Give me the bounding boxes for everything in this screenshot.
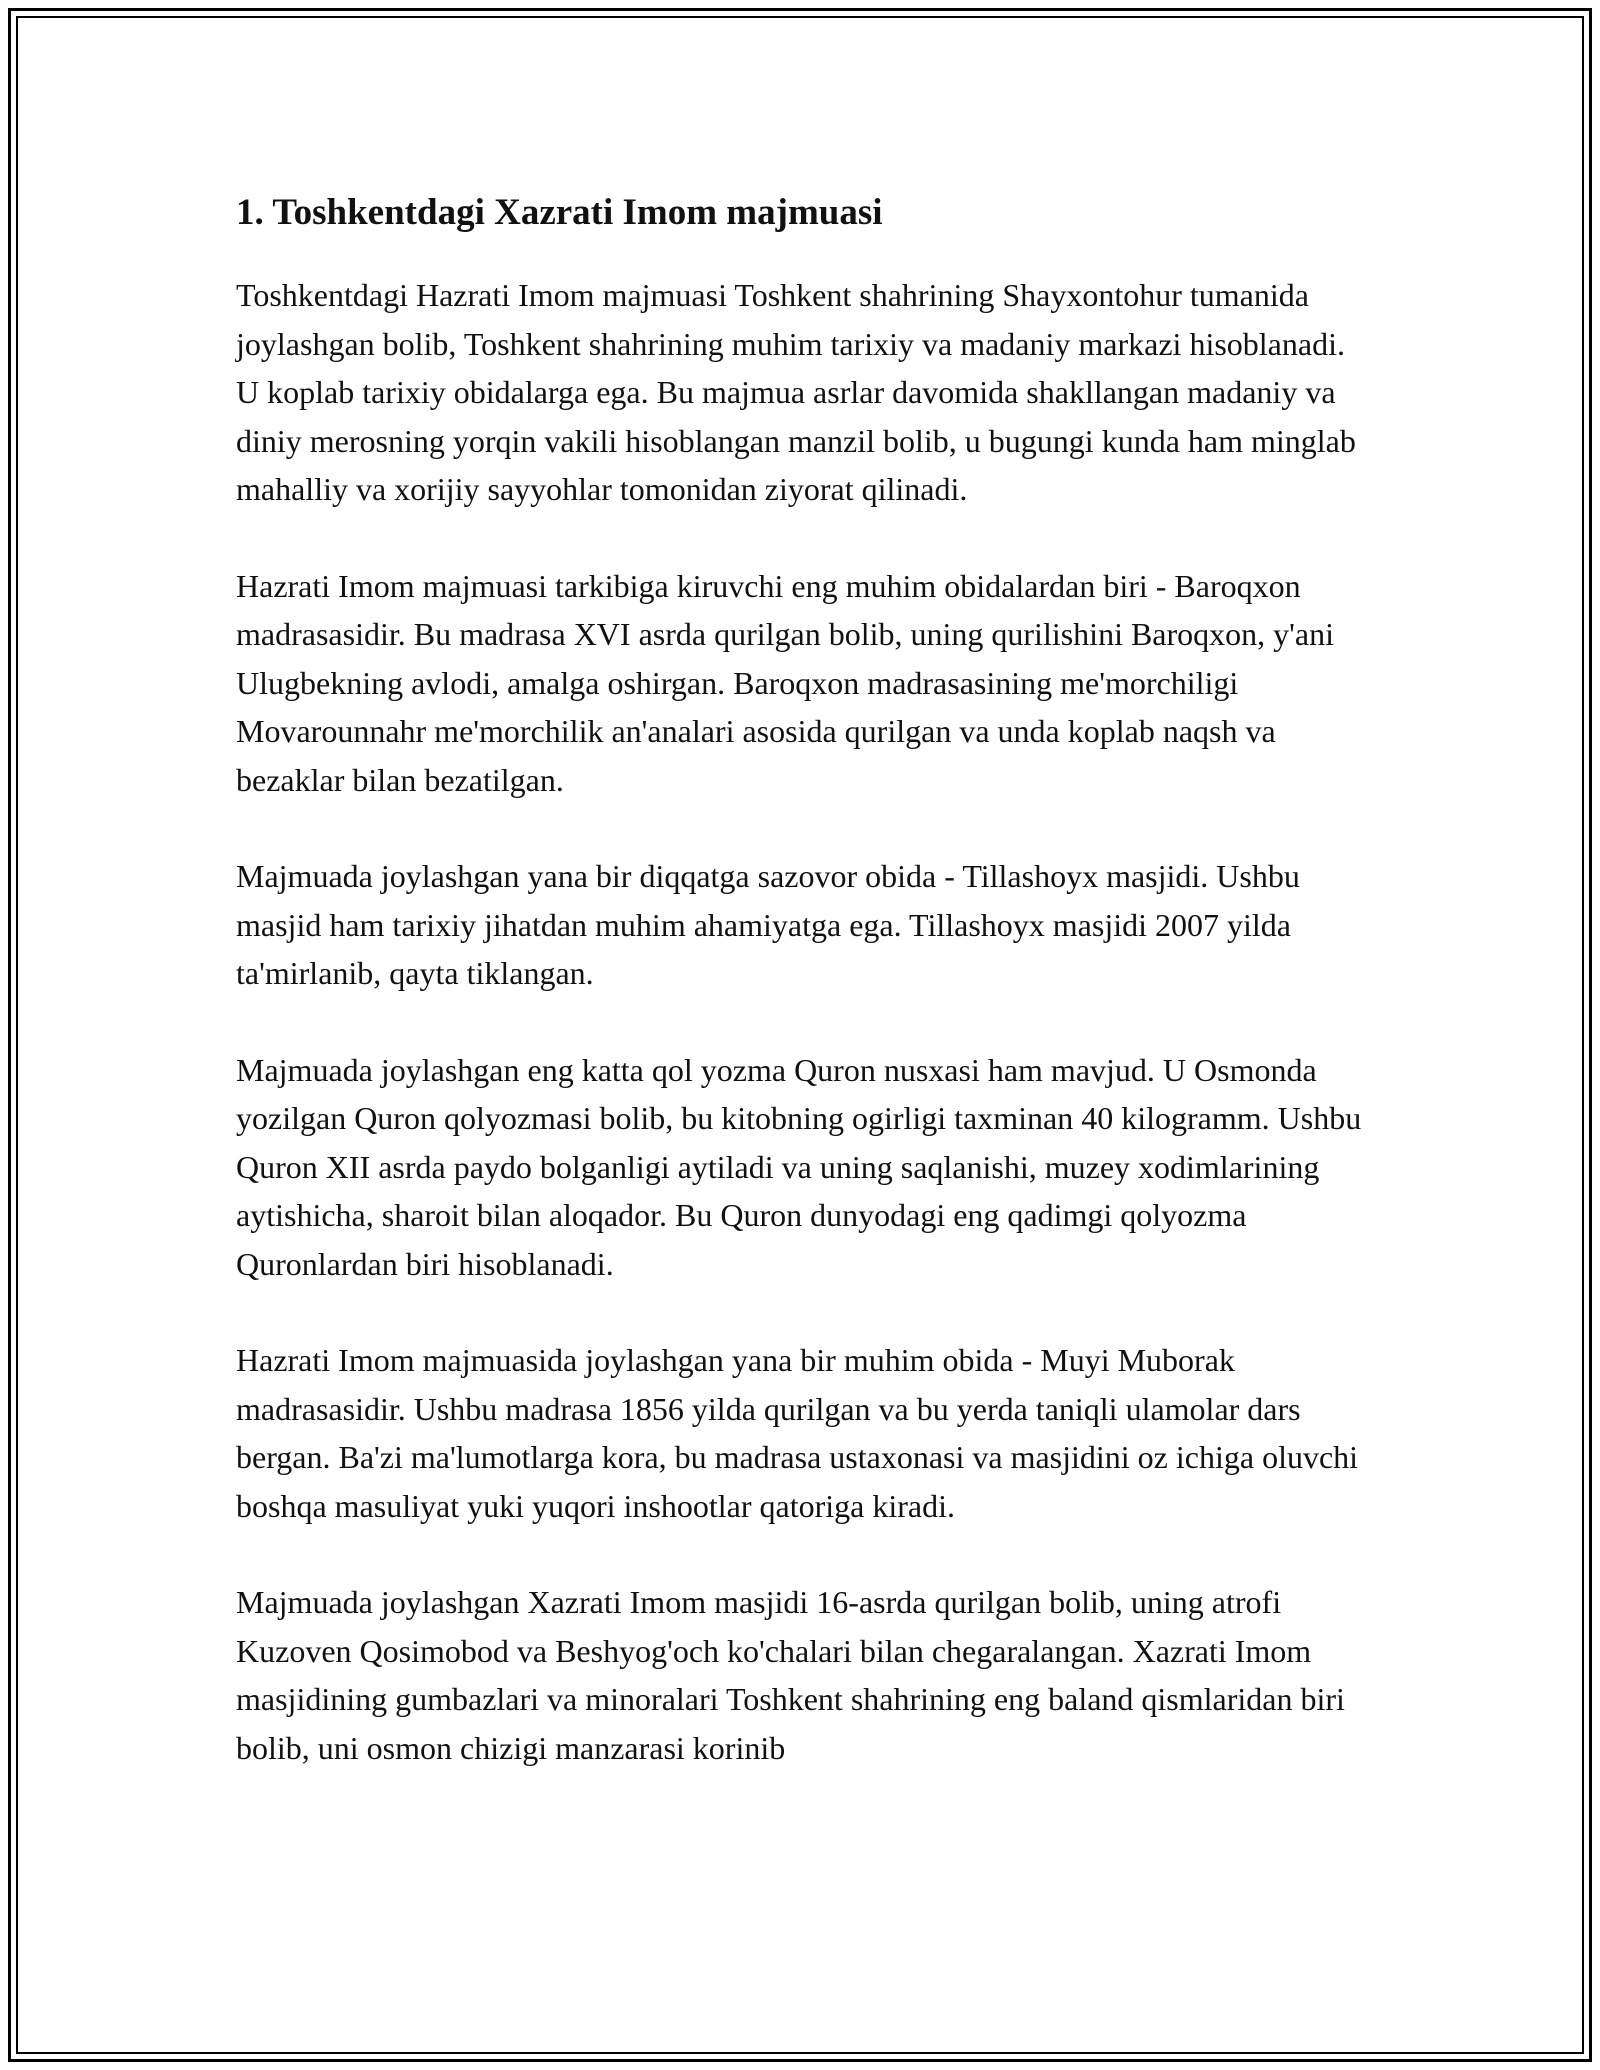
paragraph-1: Toshkentdagi Hazrati Imom majmuasi Toshkent shahrining Shayxontohur tumanida joylashgan bolib, Toshkent shahrining muhim tarixiy va madaniy markazi hisoblanadi. U koplab tarixiy obidalarga ega. Bu majmua asrlar davomida shakllangan madaniy va diniy merosning yorqin vakili hisoblangan manzil bolib, u bugungi kunda ham minglab mahalliy va xorijiy sayyohlar tomonidan ziyorat qilinadi. [236,277,1356,507]
paragraph-4: Majmuada joylashgan eng katta qol yozma Quron nusxasi ham mavjud. U Osmonda yozilgan Quron qolyozmasi bolib, bu kitobning ogirligi taxminan 40 kilogramm. Ushbu Quron XII asrda paydo bolganligi aytiladi va uning saqlanishi, muzey xodimlarining aytishicha, sharoit bilan aloqador. Bu Quron dunyodagi eng qadimgi qolyozma Quronlardan biri hisoblanadi. [236,1051,1362,1282]
paragraph-3: Majmuada joylashgan yana bir diqqatga sazovor obida - Tillashoyx masjidi. Ushbu masjid ham tarixiy jihatdan muhim ahamiyatga ega. Tillashoyx masjidi 2007 yilda ta'mirlanib, qayta tiklangan. [236,858,1300,991]
document-body [236,185,1376,1820]
paragraph-2: Hazrati Imom majmuasi tarkibiga kiruvchi eng muhim obidalardan biri - Baroqxon madrasasidir. Bu madrasa XVI asrda qurilgan bolib, uning qurilishini Baroqxon, y'ani Ulugbekning avlodi, amalga oshirgan. Baroqxon madrasasining me'morchiligi Movarounnahr me'morchilik an'analari asosida qurilgan va unda koplab naqsh va bezaklar bilan bezatilgan. [236,567,1335,798]
document-title: 1. Toshkentdagi Xazrati Imom majmuasi [236,192,883,233]
paragraph-6: Majmuada joylashgan Xazrati Imom masjidi 16-asrda qurilgan bolib, uning atrofi Kuzoven Qosimobod va Beshyog'och ko'chalari bilan chegaralangan. Xazrati Imom masjidining gumbazlari va minoralari Toshkent shahrining eng baland qismlaridan biri bolib, uni osmon chizigi manzarasi korinib [236,1584,1345,1766]
paragraph-5: Hazrati Imom majmuasida joylashgan yana bir muhim obida - Muyi Muborak madrasasidir. Ushbu madrasa 1856 yilda qurilgan va bu yerda taniqli ulamolar dars bergan. Ba'zi ma'lumotlarga kora, bu madrasa ustaxonasi va masjidini oz ichiga oluvchi boshqa masuliyat yuki yuqori inshootlar qatoriga kiradi. [236,1342,1359,1524]
